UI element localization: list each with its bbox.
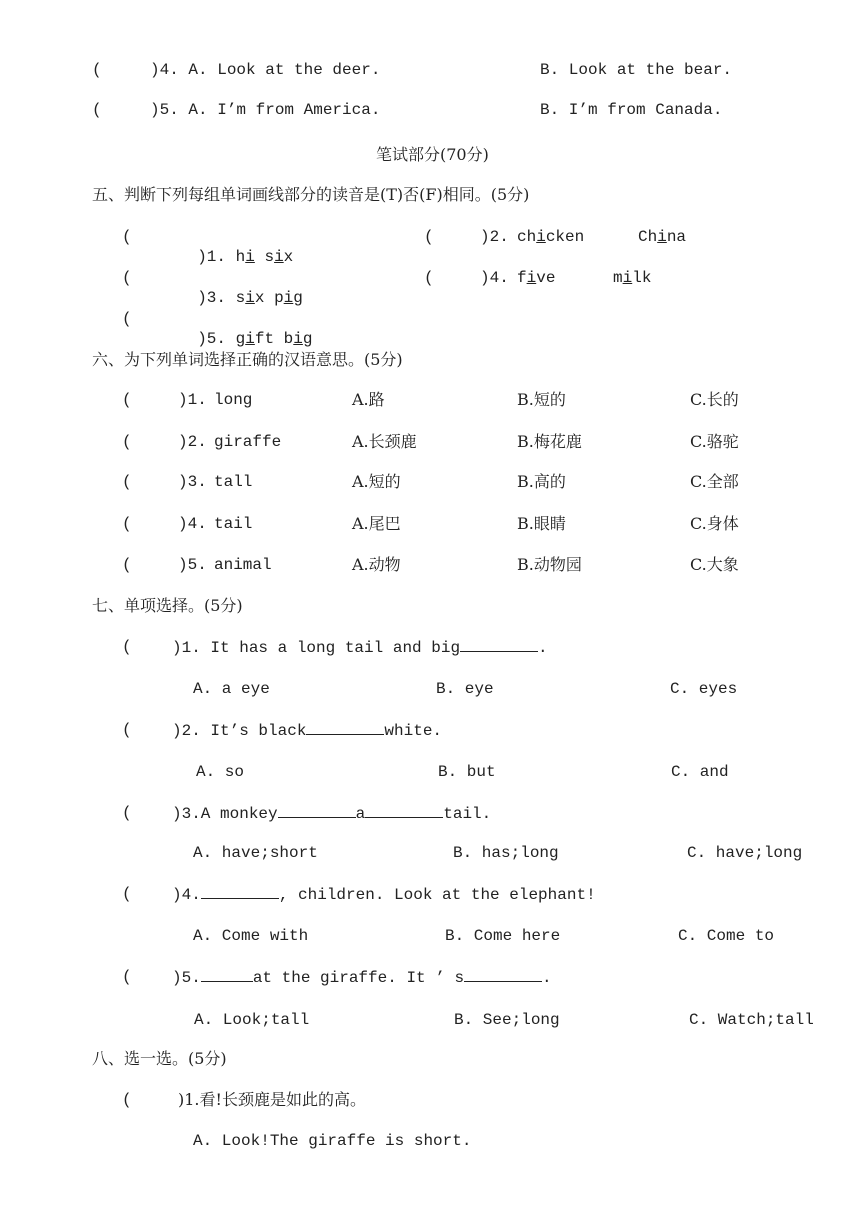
sec5-q2-num: )2. [480, 228, 509, 246]
sec7-q4-b: B. Come here [445, 927, 561, 945]
sec7-q1-b: B. eye [436, 680, 494, 698]
sec6-q4-c: C.身体 [690, 514, 739, 533]
paren-open: ( [122, 721, 132, 739]
sec7-q5-c: C. Watch;tall [689, 1011, 814, 1029]
paren-open: ( [122, 556, 132, 574]
paren-open: ( [122, 473, 132, 491]
listening-q4-option-a: )4. A. Look at the deer. [150, 61, 381, 79]
paren-open: ( [122, 228, 132, 246]
sec7-q3-stem: )3.A monkey a tail. [172, 805, 492, 823]
sec6-q5-num: )5. [178, 556, 207, 574]
sec6-q3-num: )3. [178, 473, 207, 491]
answer-blank[interactable] [278, 803, 356, 818]
written-part-title: 笔试部分(70分) [376, 145, 489, 164]
sec6-q3-c: C.全部 [690, 472, 739, 491]
sec6-q2-a: A.长颈鹿 [352, 432, 417, 451]
paren-open: ( [122, 804, 132, 822]
sec7-q2-c: C. and [671, 763, 729, 781]
paren-open: ( [122, 310, 132, 328]
paren-open: ( [92, 61, 102, 79]
paren-open: ( [122, 1091, 132, 1109]
sec6-q3-b: B.高的 [517, 472, 566, 491]
sec5-q3: )3. six pig [197, 289, 303, 307]
sec7-q4-a: A. Come with [193, 927, 309, 945]
sec7-q2-b: B. but [438, 763, 496, 781]
paren-open: ( [122, 885, 132, 903]
sec5-q4-num: )4. [480, 269, 509, 287]
listening-q5-option-a: )5. A. I’m from America. [150, 101, 381, 119]
sec7-q5-stem: )5. at the giraffe. It ’ s . [172, 969, 552, 987]
paren-open: ( [122, 515, 132, 533]
sec6-q4-a: A.尾巴 [352, 514, 401, 533]
sec6-q2-word: giraffe [214, 433, 282, 451]
sec6-q1-a: A.路 [352, 390, 385, 409]
sec6-q3-word: tall [214, 473, 253, 491]
sec6-q4-b: B.眼睛 [517, 514, 566, 533]
sec5-q4-word1: five [517, 269, 556, 287]
sec6-q5-a: A.动物 [352, 555, 401, 574]
sec8-q1-stem: )1.看!长颈鹿是如此的高。 [178, 1090, 366, 1109]
sec7-q2-stem: )2. It’s black white. [172, 722, 443, 740]
sec7-q3-c: C. have;long [687, 844, 803, 862]
paren-open: ( [122, 391, 132, 409]
sec6-q5-word: animal [214, 556, 272, 574]
sec5-q4-word2: milk [613, 269, 652, 287]
answer-blank[interactable] [365, 803, 443, 818]
sec7-q1-a: A. a eye [193, 680, 270, 698]
sec6-q4-num: )4. [178, 515, 207, 533]
listening-q4-option-b: B. Look at the bear. [540, 61, 733, 79]
sec7-q4-c: C. Come to [678, 927, 775, 945]
sec7-q2-a: A. so [196, 763, 245, 781]
answer-blank[interactable] [460, 637, 538, 652]
answer-blank[interactable] [464, 967, 542, 982]
sec6-q1-word: long [214, 391, 253, 409]
sec7-q4-stem: )4. , children. Look at the elephant! [172, 886, 596, 904]
paren-open: ( [424, 228, 434, 246]
sec8-q1-a: A. Look!The giraffe is short. [193, 1132, 472, 1150]
sec7-q3-b: B. has;long [453, 844, 559, 862]
listening-q5-option-b: B. I’m from Canada. [540, 101, 723, 119]
section-7-title: 七、单项选择。(5分) [92, 596, 243, 615]
sec7-q1-stem: )1. It has a long tail and big . [172, 639, 548, 657]
sec7-q3-a: A. have;short [193, 844, 318, 862]
paren-open: ( [92, 101, 102, 119]
sec6-q1-c: C.长的 [690, 390, 739, 409]
sec5-q2-word1: chicken [517, 228, 585, 246]
sec6-q2-c: C.骆驼 [690, 432, 739, 451]
answer-blank[interactable] [306, 720, 384, 735]
sec6-q2-b: B.梅花鹿 [517, 432, 582, 451]
sec6-q5-b: B.动物园 [517, 555, 582, 574]
sec7-q5-a: A. Look;tall [194, 1011, 310, 1029]
paren-open: ( [122, 269, 132, 287]
sec6-q2-num: )2. [178, 433, 207, 451]
sec6-q1-num: )1. [178, 391, 207, 409]
sec5-q1: )1. hi six [197, 248, 294, 266]
sec6-q5-c: C.大象 [690, 555, 739, 574]
answer-blank[interactable] [201, 884, 279, 899]
sec7-q1-c: C. eyes [670, 680, 738, 698]
paren-open: ( [122, 638, 132, 656]
sec6-q4-word: tail [214, 515, 253, 533]
paren-open: ( [122, 968, 132, 986]
sec6-q3-a: A.短的 [352, 472, 401, 491]
section-8-title: 八、选一选。(5分) [92, 1049, 227, 1068]
sec5-q2-word2: China [638, 228, 687, 246]
section-5-title: 五、判断下列每组单词画线部分的读音是(T)否(F)相同。(5分) [92, 185, 530, 204]
answer-blank[interactable] [201, 967, 253, 982]
paren-open: ( [424, 269, 434, 287]
section-6-title: 六、为下列单词选择正确的汉语意思。(5分) [92, 350, 403, 369]
sec5-q5: )5. gift big [197, 330, 313, 348]
sec7-q5-b: B. See;long [454, 1011, 560, 1029]
sec6-q1-b: B.短的 [517, 390, 566, 409]
paren-open: ( [122, 433, 132, 451]
